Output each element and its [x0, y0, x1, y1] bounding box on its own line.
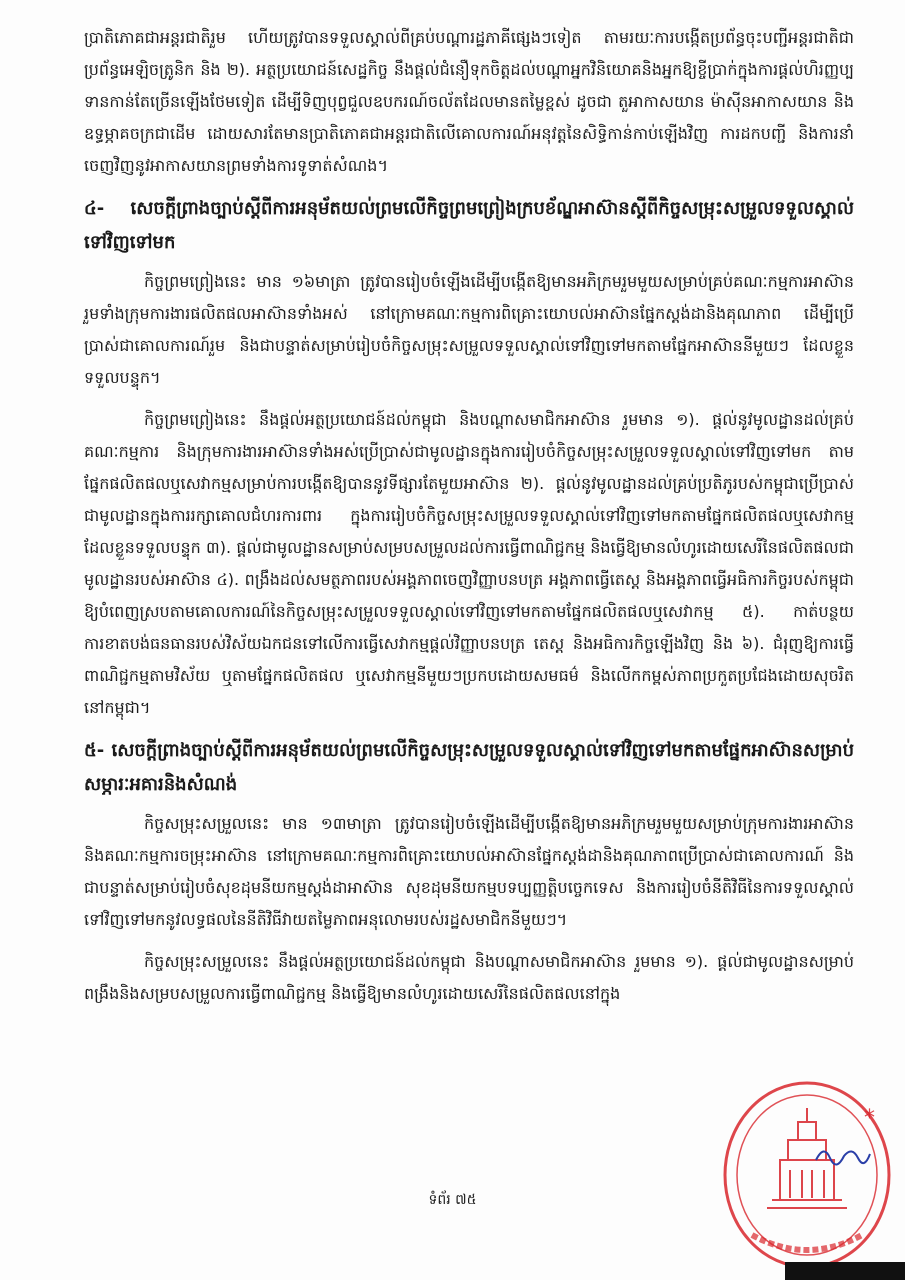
- svg-text:*: *: [864, 1106, 875, 1131]
- section-5-paragraph-2: កិច្ចសម្រុះសម្រួលនេះ នឹងផ្តល់អត្ថប្រយោជន៍ដល់កម្ពុជា និងបណ្តាសមាជិកអាស៊ាន រួមមាន ១). ផ្តល់ជាមូលដ្ឋានសម្រាប់ពង្រឹងនិងសម្របសម្រួលការធ្វើពាណិជ្ជកម្ម និងធ្វើឱ្យមានលំហូរដោយសេរីនៃផលិតផលនៅក្នុង: [84, 952, 854, 1003]
- section-4-heading: ៤- សេចក្តីព្រាងច្បាប់ស្តីពីការអនុម័តយល់ព្រមលើកិច្ចព្រមព្រៀងក្របខ័ណ្ឌអាស៊ានស្តីពីកិច្ចសម្រុះសម្រួលទទួលស្គាល់ទៅវិញទៅមក: [84, 198, 854, 253]
- section-5-heading: ៥- សេចក្តីព្រាងច្បាប់ស្តីពីការអនុម័តយល់ព្រមលើកិច្ចសម្រុះសម្រួលទទួលស្គាល់ទៅវិញទៅមកតាមផ្នែកអាស៊ានសម្រាប់សម្ភារៈអគារនិងសំណង់: [84, 740, 854, 795]
- footer-bar: [785, 1262, 905, 1280]
- handwritten-signature: [812, 1140, 872, 1170]
- document-body: [84, 22, 854, 1020]
- section-4-paragraph-1: កិច្ចព្រមព្រៀងនេះ មាន ១៦មាត្រា ត្រូវបានរៀបចំឡើងដើម្បីបង្កើតឱ្យមានអភិក្រមរួមមួយសម្រាប់គ្រប់គណៈកម្មការអាស៊ាន រួមទាំងក្រុមការងារផលិតផលអាស៊ានទាំងអស់ នៅក្រោមគណៈកម្មការពិគ្រោះយោបល់អាស៊ានផ្នែកស្តង់ដានិងគុណភាព ដើម្បីប្រើប្រាស់ជាគោលការណ៍រួម និងជាបន្ទាត់សម្រាប់រៀបចំកិច្ចសម្រុះសម្រួលទទួលស្គាល់ទៅវិញទៅមកតាមផ្នែកអាស៊ាននីមួយៗ ដែលខ្លួនទទួលបន្ទុក។: [84, 272, 854, 387]
- section-5-paragraph-1: កិច្ចសម្រុះសម្រួលនេះ មាន ១៣មាត្រា ត្រូវបានរៀបចំឡើងដើម្បីបង្កើតឱ្យមានអភិក្រមរួមមួយសម្រាប់ក្រុមការងារអាស៊ាន និងគណៈកម្មការចម្រុះអាស៊ាន នៅក្រោមគណៈកម្មការពិគ្រោះយោបល់អាស៊ានផ្នែកស្តង់ដានិងគុណភាពប្រើប្រាស់ជាគោលការណ៍ និងជាបន្ទាត់សម្រាប់រៀបចំសុខដុមនីយកម្មស្តង់ដាអាស៊ាន សុខដុមនីយកម្មបទប្បញ្ញត្តិបច្ចេកទេស និងការរៀបចំនីតិវិធីនៃការទទួលស្គាល់ទៅវិញទៅមកនូវលទ្ធផលនៃនីតិវិធីវាយតម្លៃភាពអនុលោមរបស់រដ្ឋសមាជិកនីមួយៗ។: [84, 814, 854, 929]
- section-4-paragraph-2: កិច្ចព្រមព្រៀងនេះ នឹងផ្តល់អត្ថប្រយោជន៍ដល់កម្ពុជា និងបណ្តាសមាជិកអាស៊ាន រួមមាន ១). ផ្តល់នូវមូលដ្ឋានដល់គ្រប់គណៈកម្មការ និងក្រុមការងារអាស៊ានទាំងអស់ប្រើប្រាស់ជាមូលដ្ឋានក្នុងការរៀបចំកិច្ចសម្រុះសម្រួលទទួលស្គាល់ទៅវិញទៅមក តាមផ្នែកផលិតផលឬសេវាកម្មសម្រាប់ការបង្កើតឱ្យបាននូវទីផ្សារតែមួយអាស៊ាន ២). ផ្តល់នូវមូលដ្ឋានដល់គ្រប់ប្រតិភូរបស់កម្ពុជាប្រើប្រាស់ជាមូលដ្ឋានក្នុងការរក្សាគោលជំហរការពារ ក្នុងការរៀបចំកិច្ចសម្រុះសម្រួលទទួលស្គាល់ទៅវិញទៅមកតាមផ្នែកផលិតផលឬសេវាកម្ម ដែលខ្លួនទទួលបន្ទុក ៣). ផ្តល់ជាមូលដ្ឋានសម្រាប់សម្របសម្រួលដល់ការធ្វើពាណិជ្ជកម្ម និងធ្វើឱ្យមានលំហូរដោយសេរីនៃផលិតផលជាមូលដ្ឋានរបស់អាស៊ាន ៤). ពង្រឹងដល់សមត្ថភាពរបស់អង្គភាពចេញវិញ្ញាបនបត្រ អង្គភាពធ្វើតេស្ត និងអង្គភាពធ្វើអធិការកិច្ចរបស់កម្ពុជា ឱ្យបំពេញស្របតាមគោលការណ៍នៃកិច្ចសម្រុះសម្រួលទទួលស្គាល់ទៅវិញទៅមកតាមផ្នែកផលិតផលឬសេវាកម្ម ៥). កាត់បន្ថយការខាតបង់ធនធានរបស់វិស័យឯកជនទៅលើការធ្វើសេវាកម្មផ្តល់វិញ្ញាបនបត្រ តេស្ត និងអធិការកិច្ចឡើងវិញ និង ៦). ជំរុញឱ្យការធ្វើពាណិជ្ជកម្មតាមវិស័យ ឬតាមផ្នែកផលិតផល ឬសេវាកម្មនីមួយៗប្រកបដោយសមធម៌ និងលើកកម្ពស់ភាពប្រកួតប្រជែងដោយសុចរិតនៅកម្ពុជា។: [84, 410, 854, 717]
- page-number: ទំព័រ ៧៥: [428, 1192, 477, 1208]
- paragraph-continuation: ប្រាតិភោគជាអន្តរជាតិរួម ហើយត្រូវបានទទួលស្គាល់ពីគ្រប់បណ្តារដ្ឋភាគីផ្សេងៗទៀត តាមរយៈការបង្កើតប្រព័ន្ធចុះបញ្ជីអន្តរជាតិជាប្រព័ន្ធអេឡិចត្រូនិក និង ២). អត្ថប្រយោជន៍សេដ្ឋកិច្ច នឹងផ្តល់ជំនឿទុកចិត្តដល់បណ្តាអ្នកវិនិយោគនិងអ្នកឱ្យខ្ចីប្រាក់ក្នុងការផ្តល់ហិរញ្ញប្បទានកាន់តែច្រើនឡើងថែមទៀត ដើម្បីទិញបុព្វជួលឧបករណ៍ចល័តដែលមានតម្លៃខ្ពស់ ដូចជា តួអាកាសយាន ម៉ាស៊ីនអាកាសយាន និងឧទ្ធម្ភាគចក្រជាដើម ដោយសារតែមានប្រាតិភោគជាអន្តរជាតិលើគោលការណ៍អនុវត្តនៃសិទ្ធិកាន់កាប់ឡើងវិញ ការដកបញ្ជី និងការនាំចេញវិញនូវអាកាសយានព្រមទាំងការទូទាត់សំណង។: [84, 28, 854, 175]
